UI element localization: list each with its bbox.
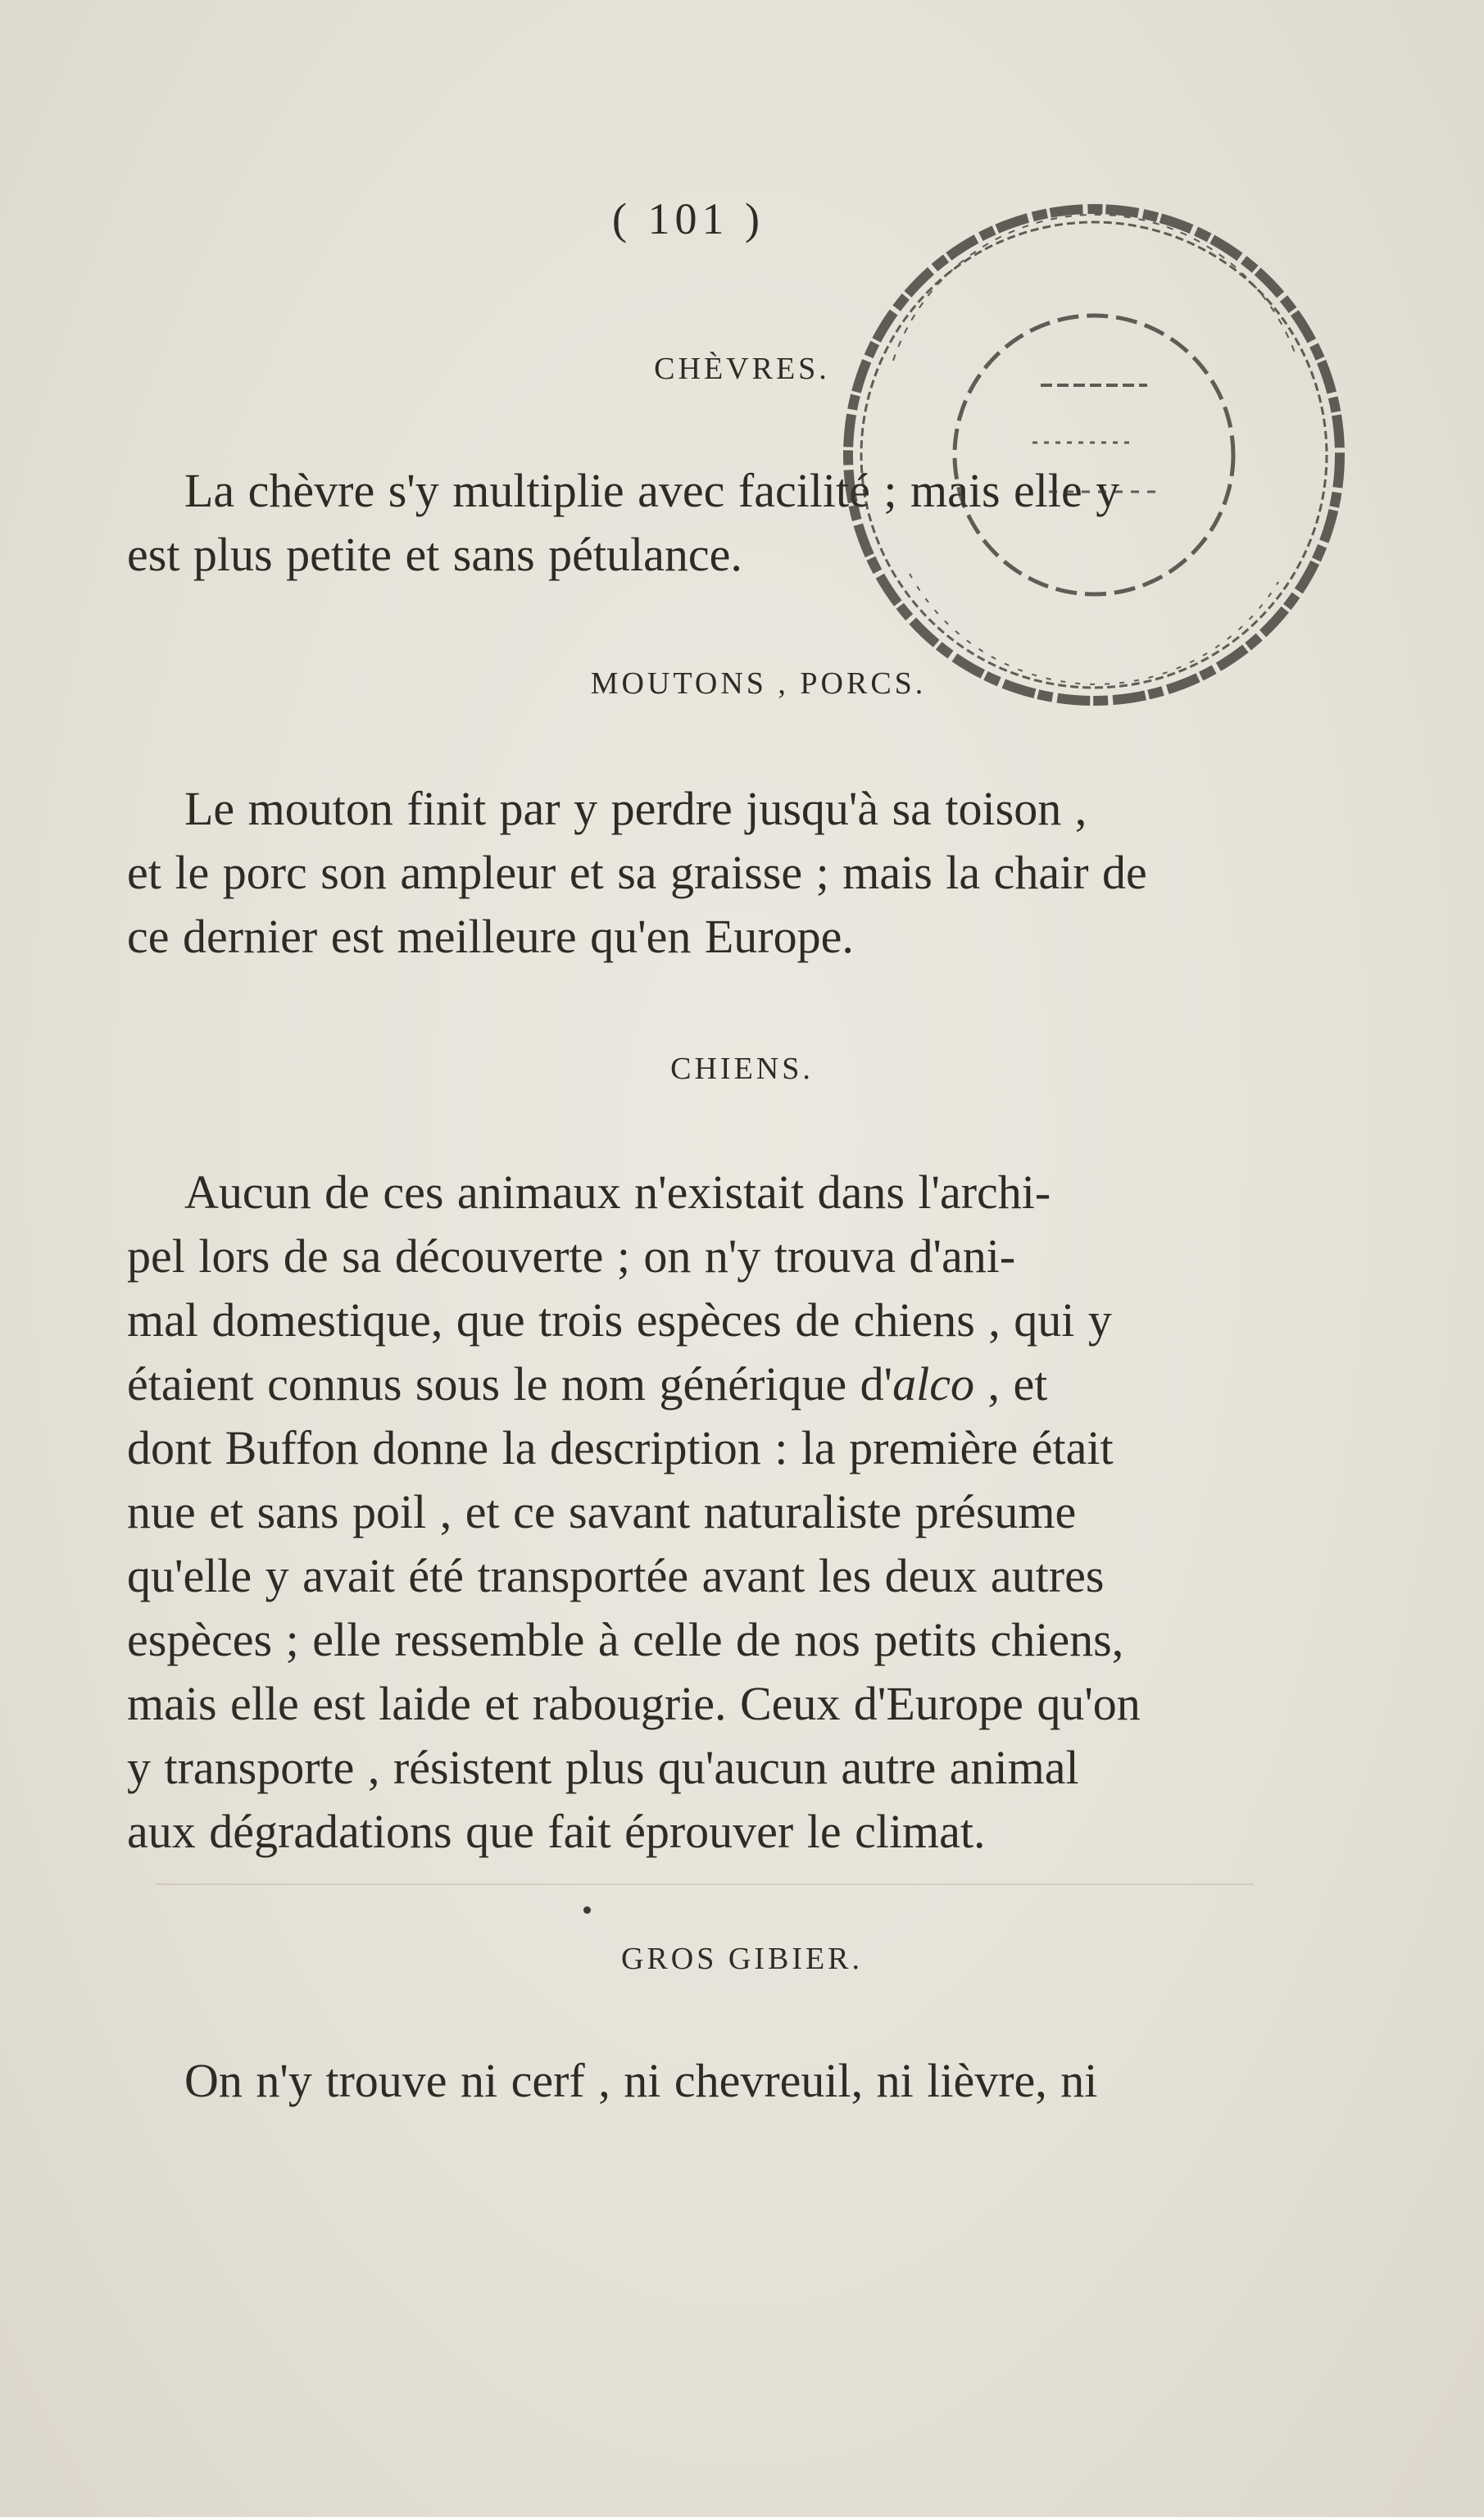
text-line: et le porc son ampleur et sa graisse ; mais la chair de	[127, 846, 1147, 899]
text-line: qu'elle y avait été transportée avant les deux autres	[127, 1549, 1105, 1602]
section-heading-moutons-porcs: MOUTONS , PORCS.	[590, 666, 927, 701]
section-heading-chiens: CHIENS.	[670, 1052, 814, 1086]
text-line	[127, 1352, 1241, 1416]
text-line: mal domestique, que trois espèces de chiens , qui y	[127, 1293, 1112, 1347]
text-line: espèces ; elle ressemble à celle de nos petits chiens,	[127, 1613, 1124, 1666]
text-line: ce dernier est meilleure qu'en Europe.	[127, 910, 854, 963]
text-line: Le mouton finit par y perdre jusqu'à sa toison ,	[184, 782, 1087, 835]
text-span: , et	[973, 1357, 1048, 1411]
section-heading-gros-gibier: GROS GIBIER.	[620, 1942, 864, 1976]
page-number: ( 101 )	[612, 194, 765, 243]
section-heading-chevres: CHÈVRES.	[654, 352, 830, 386]
text-line: aux dégradations que fait éprouver le climat.	[127, 1805, 986, 1858]
text-line: y transporte , résistent plus qu'aucun autre animal	[127, 1741, 1079, 1794]
text-line: nue et sans poil , et ce savant naturaliste présume	[127, 1485, 1077, 1538]
text-line: pel lors de sa découverte ; on n'y trouva d'ani-	[127, 1229, 1016, 1283]
paragraph-gros-gibier	[127, 2049, 1241, 2113]
text-line: Aucun de ces animaux n'existait dans l'archi-	[184, 1165, 1051, 1219]
text-line: On n'y trouve ni cerf , ni chevreuil, ni lièvre, ni	[184, 2054, 1098, 2107]
text-line: La chèvre s'y multiplie avec facilité ; mais elle y	[184, 464, 1120, 517]
text-line: mais elle est laide et rabougrie. Ceux d'Europe qu'on	[127, 1677, 1141, 1730]
text-span: étaient connus sous le nom générique d'	[127, 1357, 893, 1411]
library-stamp-icon	[836, 197, 1352, 713]
paragraph-chiens	[127, 1161, 1241, 1864]
faint-divider	[156, 1883, 1254, 1885]
paragraph-moutons-porcs	[127, 777, 1241, 969]
ink-dot	[583, 1906, 591, 1914]
italic-word: alco	[892, 1357, 974, 1411]
text-line: est plus petite et sans pétulance.	[127, 528, 742, 581]
text-line: dont Buffon donne la description : la première était	[127, 1421, 1114, 1474]
